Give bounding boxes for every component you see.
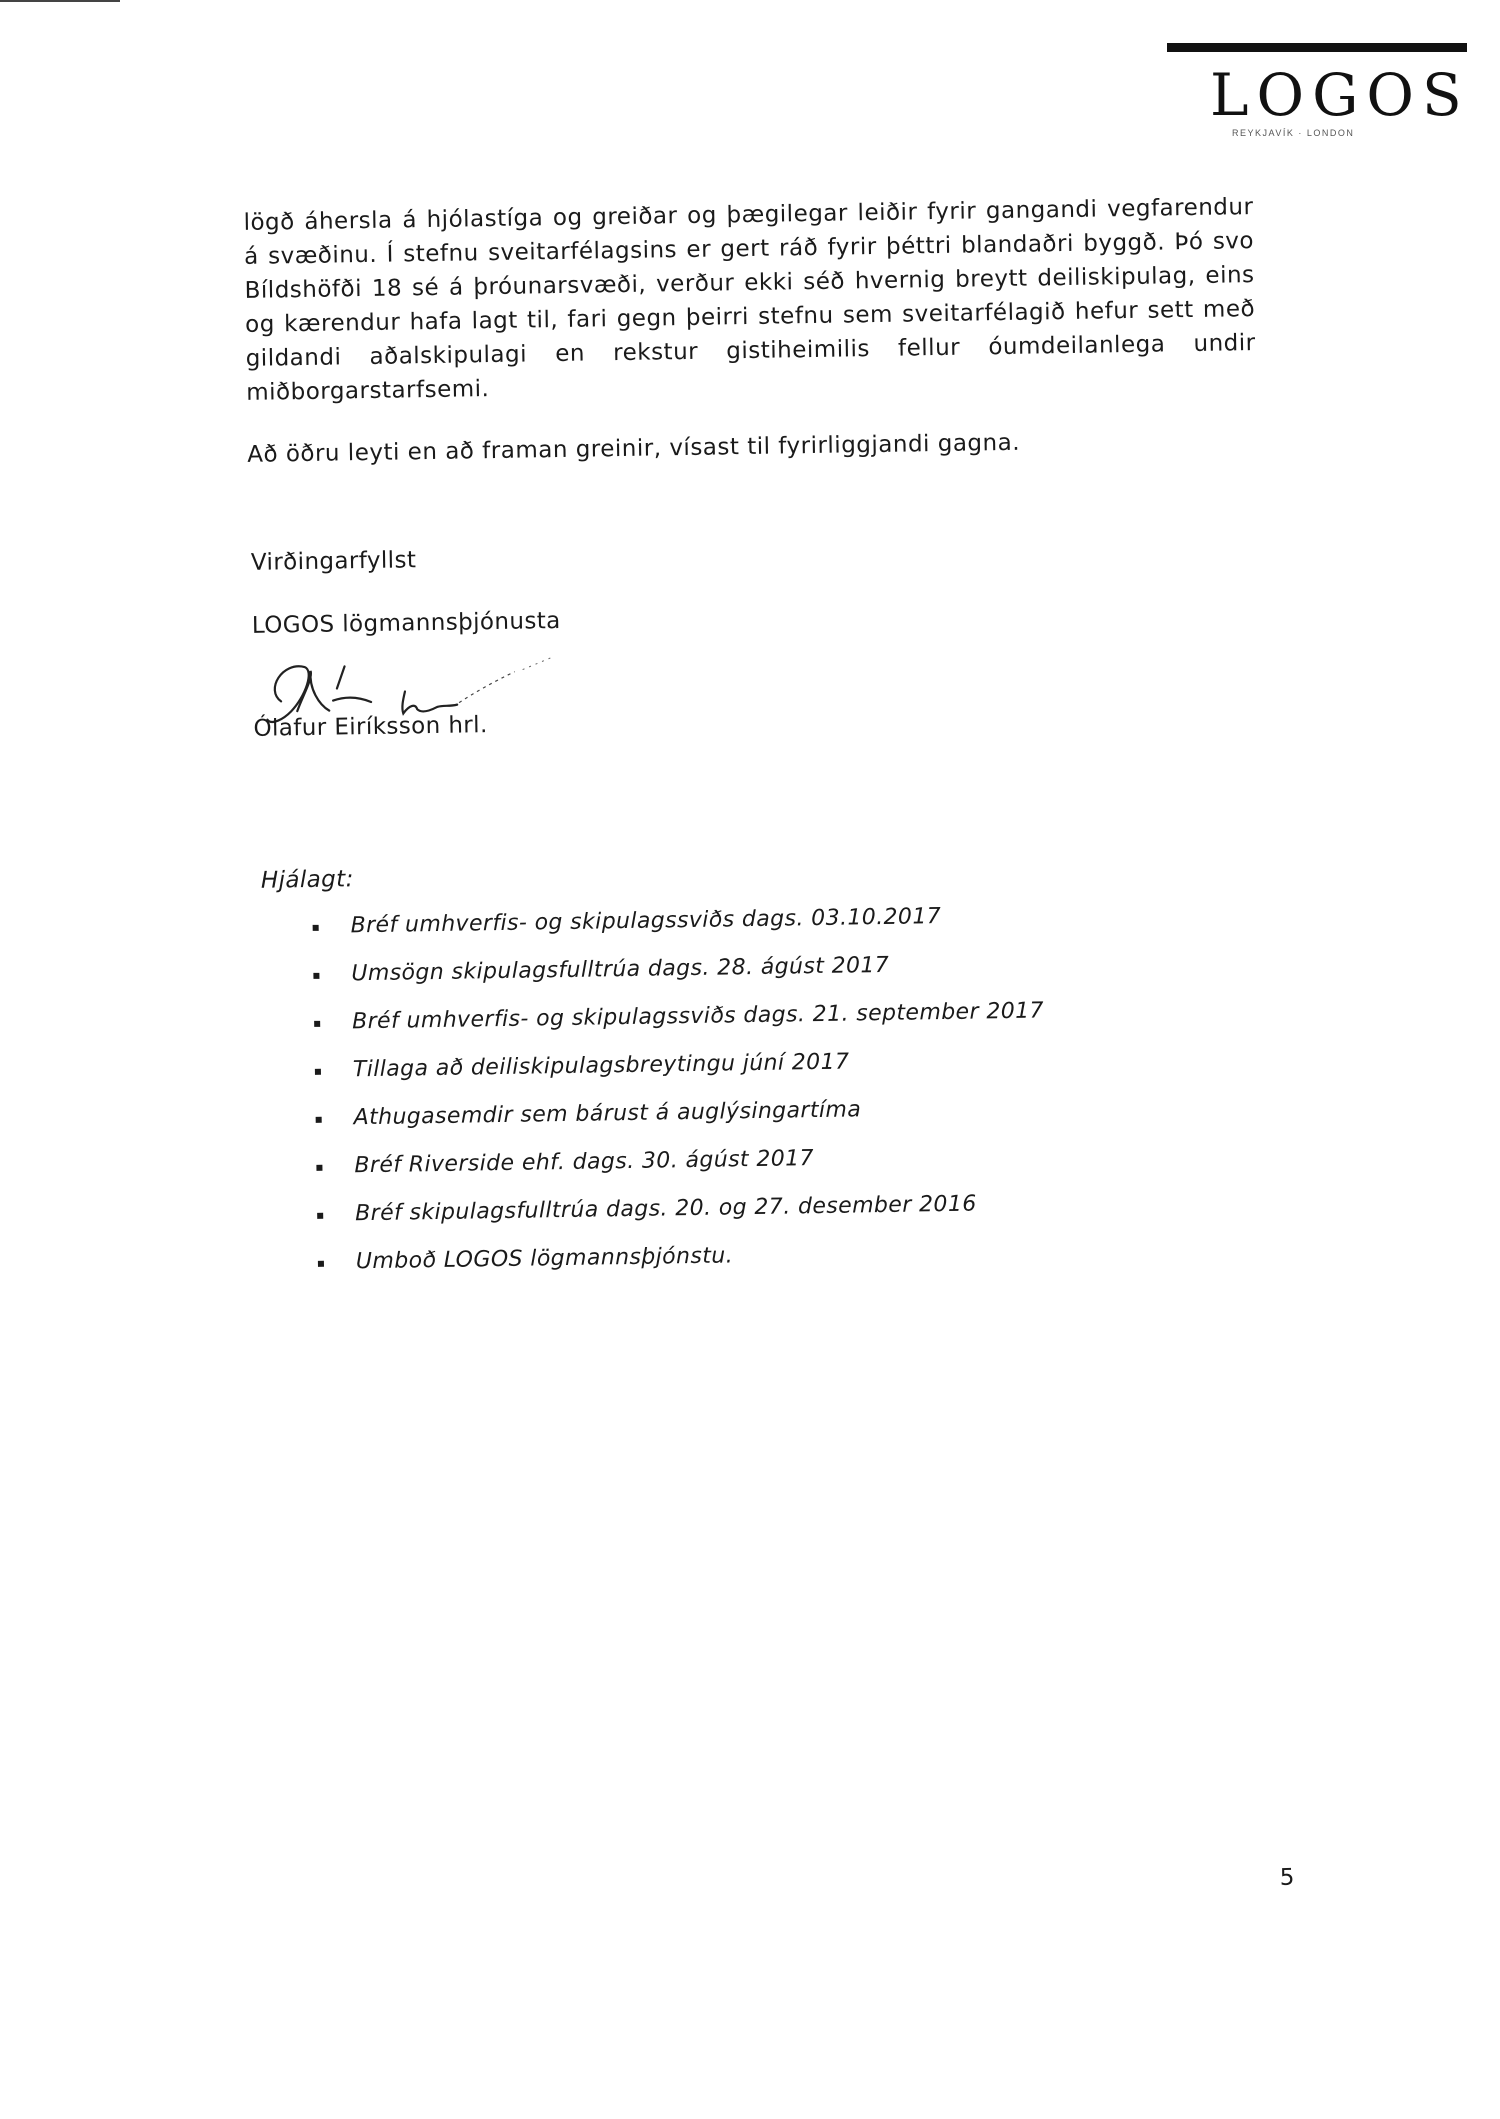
attachment-text: Bréf skipulagsfulltrúa dags. 20. og 27. desember 2016 [354, 1191, 977, 1227]
bullet-icon [313, 973, 319, 979]
body-paragraph-2: Að öðru leyti en að framan greinir, vísast til fyrirliggjandi gagna. [247, 429, 1021, 468]
attachment-text: Bréf umhverfis- og skipulagssviðs dags. 03.10.2017 [350, 904, 942, 939]
attachment-text: Bréf Riverside ehf. dags. 30. ágúst 2017 [354, 1146, 815, 1179]
page-number: 5 [1279, 1864, 1295, 1891]
attachment-text: Bréf umhverfis- og skipulagssviðs dags. 21. september 2017 [351, 998, 1045, 1035]
bullet-icon [316, 1165, 322, 1171]
logos-logo: LOGOS [1210, 61, 1470, 129]
body-paragraph-1: lögð áhersla á hjólastíga og greiðar og þægilegar leiðir fyrir gangandi vegfarendur á svæðinu. Í stefnu sveitarfélagsins er gert ráð fyrir þéttri blandaðri byggð. Þó svo Bíldshöfði 18 sé á þróunarsvæði, verður ekki séð hvernig breytt deiliskipulag, eins og kærendur hafa lagt til, fari gegn þeirri stefnu sem sveitarfélagið hefur sett með gildandi aðalskipulagi en rekstur gistiheimilis fellur óumdeilanlega undir miðborgarstarfsemi. [243, 194, 1256, 406]
signer-name: Ólafur Eiríksson hrl. [253, 712, 488, 742]
attachment-item [312, 1234, 1049, 1294]
closing-salutation: Virðingarfyllst [250, 547, 417, 576]
logo-subtitle: REYKJAVÍK · LONDON [1232, 128, 1355, 138]
attachments-list [306, 898, 1048, 1294]
attachment-text: Athugasemdir sem bárust á auglýsingartíma [353, 1097, 862, 1131]
attachment-text: Umsögn skipulagsfulltrúa dags. 28. ágúst 2017 [351, 952, 890, 987]
bullet-icon [318, 1261, 324, 1267]
bullet-icon [317, 1213, 323, 1219]
bullet-icon [316, 1117, 322, 1123]
bullet-icon [313, 925, 319, 931]
attachment-text: Tillaga að deiliskipulagsbreytingu júní 2017 [352, 1049, 850, 1083]
attachments-title: Hjálagt: [260, 866, 354, 894]
bullet-icon [314, 1021, 320, 1027]
firm-name: LOGOS lögmannsþjónusta [251, 607, 561, 639]
attachment-text: Umboð LOGOS lögmannsþjónstu. [355, 1243, 734, 1275]
scan-edge-mark [0, 0, 120, 2]
bullet-icon [315, 1069, 321, 1075]
